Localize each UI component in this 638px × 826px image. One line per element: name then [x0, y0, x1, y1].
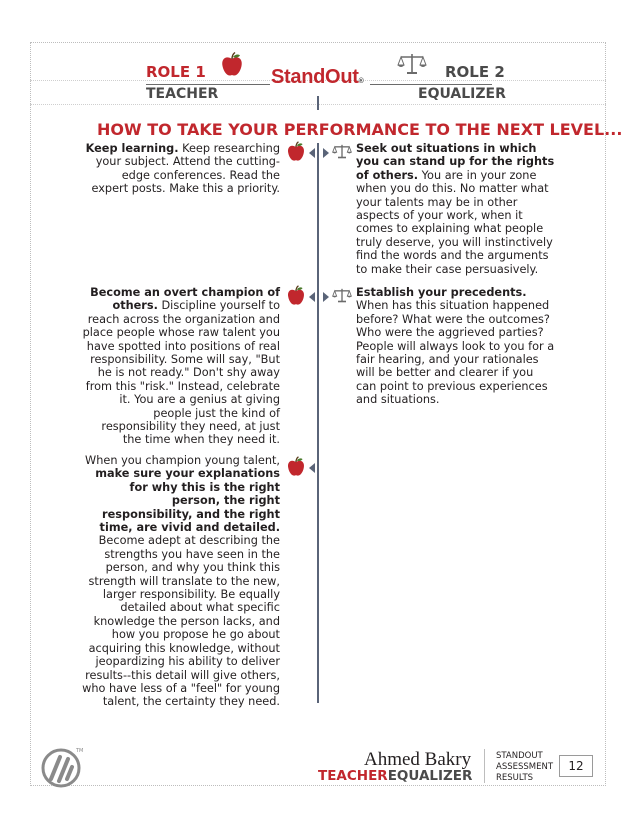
footer-report-label [496, 751, 553, 784]
header-divider [317, 96, 319, 110]
standout-logo-icon [40, 745, 84, 789]
arrow-left-right-icon [309, 292, 329, 302]
right-item-1-bold: Seek out situations in which you can stand up for the rights of others. [356, 142, 555, 182]
standout-brand [271, 66, 363, 89]
footer-separator [484, 749, 485, 783]
role2-underline [370, 84, 492, 85]
arrow-left-icon [309, 463, 317, 473]
role2-label: ROLE 2 [445, 63, 505, 81]
footer-tag-equalizer: EQUALIZER [387, 768, 473, 784]
role1-underline [146, 84, 270, 85]
right-item-2-text: When has this situation happened before? What were the outcomes? Who were the aggrieved parties? People will always look to you for a fair hearing, and your rationales will be better and clearer if you can point to previous experiences and situations. [356, 299, 555, 407]
right-item-2 [356, 286, 556, 407]
left-item-3-pre: When you champion young talent, [85, 454, 280, 467]
right-item-1-text: You are in your zone when you do this. No matter what your talents may be in other aspects of your work, when it comes to explaining what people truly deserve, you will instinctively find the words and the arguments to make their case persuasively. [356, 168, 553, 276]
left-item-3 [82, 454, 280, 709]
right-item-1 [356, 142, 556, 276]
right-item-2-bold: Establish your precedents. [356, 286, 527, 299]
brand-text: StandOut [271, 66, 359, 88]
page-number: 12 [559, 755, 593, 777]
left-item-1-bold: Keep learning. [85, 142, 179, 155]
arrow-left-right-icon [309, 148, 329, 158]
footer-small-1: STANDOUT [496, 751, 543, 761]
apple-icon [287, 141, 305, 163]
apple-icon [287, 285, 305, 307]
brand-mark: ® [358, 78, 364, 85]
role1-label: ROLE 1 [146, 63, 206, 81]
left-item-2 [82, 286, 280, 447]
scales-icon [397, 52, 427, 76]
role2-name: EQUALIZER [418, 86, 506, 102]
footer-small-2: ASSESSMENT [496, 762, 554, 772]
left-item-2-bold: Become an overt champion of others. [90, 286, 280, 313]
apple-icon [287, 456, 305, 478]
footer-role-tag [318, 768, 472, 784]
left-item-3-text: Become adept at describing the strengths you have seen in the person, and why you think this strength will translate to the new, larger responsibility. Be equally detailed about what specific knowledge the person lacks, and how you propose he go about acquiring this knowledge, without jeopardizing his ability to deliver results--this detail will give others, who have less of a "feel" for young talent, the certainty they need. [82, 534, 280, 709]
footer-tag-teacher: TEACHER [318, 768, 388, 784]
center-divider [317, 143, 319, 703]
left-item-2-text: Discipline yourself to reach across the organization and place people whose raw talent you have spotted into positions of real responsibility. Some will say, "But he is not ready." Don't shy away from this "risk." Instead, celebrate it. You are a genius at giving people just the kind of responsibility they need, at just the time when they need it. [82, 299, 280, 447]
role1-name: TEACHER [146, 86, 219, 102]
apple-icon [221, 52, 243, 78]
scales-icon [332, 287, 352, 304]
logo-tm: TM [76, 748, 84, 754]
left-item-1-text: Keep researching your subject. Attend the cutting-edge conferences. Read the expert posts. Make this a priority. [91, 142, 280, 196]
left-item-3-bold: make sure your explanations for why this is the right person, the right responsibility, and the right time, are vivid and detailed. [95, 467, 280, 535]
footer-name: Ahmed Bakry [364, 749, 472, 770]
scales-icon [332, 143, 352, 160]
page-headline: HOW TO TAKE YOUR PERFORMANCE TO THE NEXT LEVEL... [97, 120, 623, 139]
footer-small-3: RESULTS [496, 773, 534, 783]
left-item-1 [82, 142, 280, 196]
